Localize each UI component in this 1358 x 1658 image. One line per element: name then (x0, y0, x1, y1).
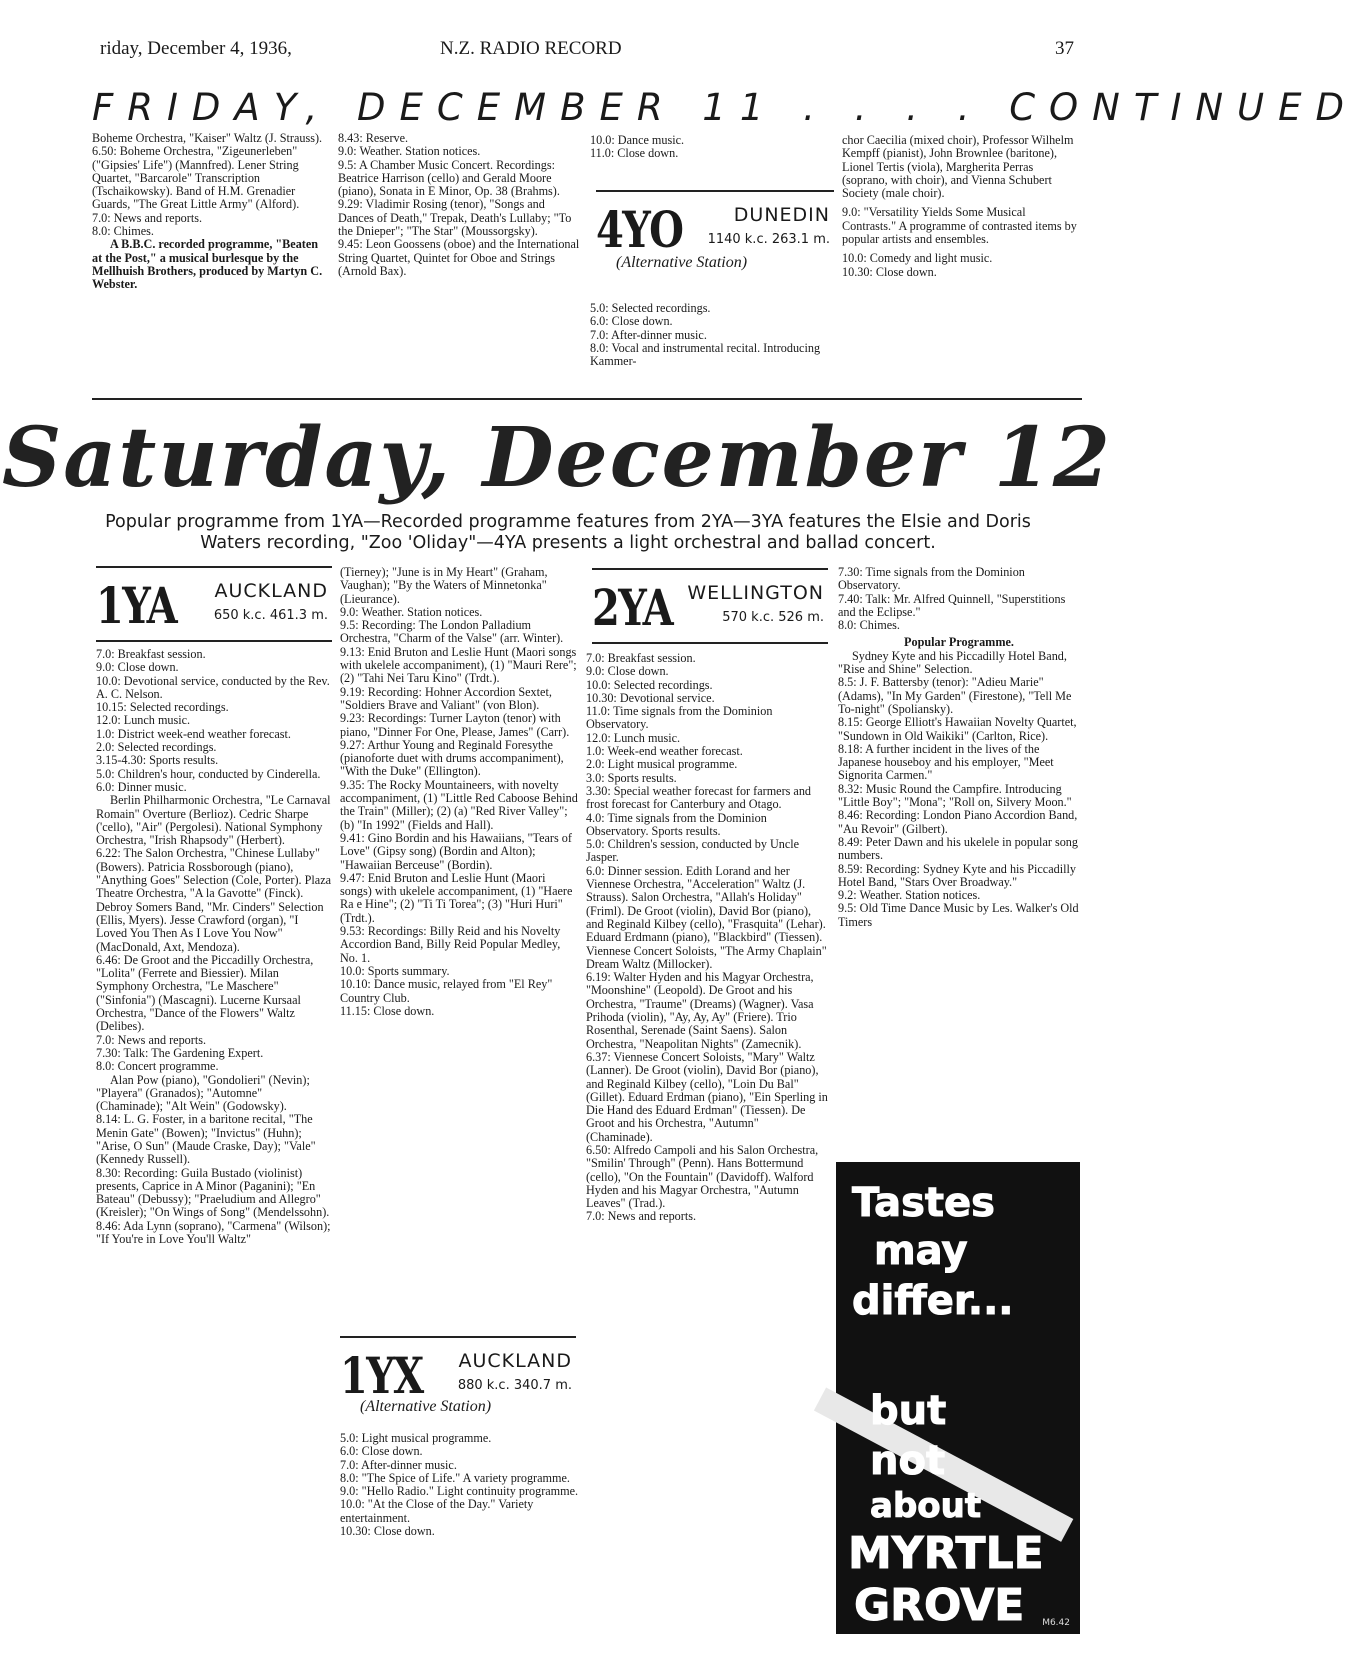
listing: 9.0: "Hello Radio." Light continuity programme. (340, 1484, 579, 1499)
friday-column-3-top (590, 134, 832, 174)
listing: 8.43: Reserve. (338, 131, 409, 145)
listing: chor Caecilia (mixed choir), Professor Wilhelm Kempff (pianist), John Brownlee (baritone), Lionel Tertis (viola), Margherita Perras (soprano, with choir), and Vienna Schubert Society (male choir). (842, 133, 1074, 201)
listing: 6.46: De Groot and the Piccadilly Orchestra, "Lolita" (Ferrete and Biessier). Milan Symphony Orchestra, "Le Maschere" ("Sinfonia") (Mascagni). Lucerne Kursaal Orchestra, "Dance of the Flowers" Waltz (Delibes). (96, 952, 314, 1034)
friday-column-3-bottom (590, 302, 832, 394)
divider (596, 190, 834, 192)
station-2ya (592, 574, 828, 644)
listing: 6.0: Close down. (340, 1444, 423, 1459)
divider (96, 640, 332, 642)
listing: 7.0: News and reports. (586, 1209, 697, 1224)
divider (340, 1336, 576, 1338)
saturday-column-1 (96, 648, 332, 1648)
listing: 9.5: A Chamber Music Concert. Recordings: Beatrice Harrison (cello) and Gerald Moore (piano), Sonata in E Minor, Op. 38 (Brahms). (338, 157, 560, 199)
saturday-column-3 (586, 652, 828, 1648)
listing: 6.0: Dinner music. (96, 779, 187, 794)
listing: 9.47: Enid Bruton and Leslie Hunt (Maori songs) with ukelele accompaniment, (1) "Haere Ra e Hine"; (2) "Ti Ti Torea"; (3) "Huri Huri" (Trdt.). (340, 870, 573, 925)
listing: 9.0: Close down. (586, 664, 669, 679)
station-1ya (96, 572, 332, 642)
listing: 8.0: Concert programme. (96, 1059, 219, 1074)
listing: 9.53: Recordings: Billy Reid and his Novelty Accordion Band, Billy Reid Popular Medley, No. 1. (340, 924, 561, 965)
station-frequency: 880 k.c. 340.7 m. (457, 1378, 572, 1393)
listing: 9.45: Leon Goossens (oboe) and the International String Quartet, Quintet for Oboe and Strings (Arnold Bax). (338, 237, 580, 278)
listing: 6.37: Viennese Concert Soloists, "Mary" Waltz (Lanner). De Groot (violin), David Bor (piano), and Reginald Kilbey (cello), "Loin Du Bal" (Gillet). Eduard Erdman (piano), "Ein Sperling in Die Hand des Eduard Erdman" (Tiessen). De Groot and his Orchestra, "Autumn" (Chaminade). (586, 1049, 828, 1144)
page-title: Saturday, December 12 (2, 410, 1112, 506)
listing: 10.10: Dance music, relayed from "El Rey" Country Club. (340, 977, 553, 1005)
listing: Boheme Orchestra, "Kaiser" Waltz (J. Strauss). (92, 131, 323, 145)
friday-column-2 (338, 132, 580, 394)
listing: 9.13: Enid Bruton and Leslie Hunt (Maori songs with ukelele accompaniment), (1) "Mauri Rere"; (2) "Tahi Nei Taru Kino" (Trdt.). (340, 644, 577, 686)
listing: 7.30: Talk: The Gardening Expert. (96, 1045, 264, 1060)
listing: 9.27: Arthur Young and Reginald Foresythe (pianoforte duet with drums accompaniment), "With the Duke" (Ellington). (340, 737, 564, 779)
listing: 8.18: A further incident in the lives of the Japanese houseboy and his employer, "Meet Signorita Carmen." (838, 741, 1054, 783)
listing: 10.30: Devotional service. (586, 690, 715, 705)
listing: 8.0: Chimes. (92, 224, 154, 239)
advert-line: about (870, 1486, 982, 1526)
listing: 9.19: Recording: Hohner Accordion Sextet, "Soldiers Brave and Valiant" (von Blon). (340, 684, 552, 712)
listing: 11.15: Close down. (340, 1003, 435, 1018)
listing: 9.35: The Rocky Mountaineers, with novelty accompaniment, (1) "Little Red Caboose Behind the Train" (Miller); (2) (a) "Red River Valley"; (b) "In 1992" (Fields and Hall). (340, 777, 578, 832)
listing: 8.32: Music Round the Campfire. Introducing "Little Boy"; "Mona"; "Roll on, Silvery Moon." (838, 781, 1072, 810)
listing: 7.0: After-dinner music. (590, 327, 707, 342)
listing: 10.0: Sports summary. (340, 963, 450, 978)
listing: 6.22: The Salon Orchestra, "Chinese Lullaby" (Bowers). Patricia Rossborough (piano), "Anything Goes" Selection (Cole, Porter). Plaza Theatre Orchestra, "A la Gavotte" (Finck). Debroy Somers Band, "Mr. Cinders" Selection (Ellis, Myers). Jesse Crawford (organ), "I Loved You Then As I Love You Now" (MacDonald, Axt, Mendoza). (96, 846, 332, 954)
listing: 6.19: Walter Hyden and his Magyar Orchestra, "Moonshine" (Leopold). De Groot and his Orchestra, "Traume" (Dreams) (Wagner). Vasa Prihoda (violin), "Ay, Ay, Ay" (Friere). Trio Rosenthal, Serenade (Saint Saens). Salon Orchestra, "Neapolitan Nights" (Zamecnik). (586, 970, 814, 1051)
listing: 4.0: Time signals from the Dominion Observatory. Sports results. (586, 810, 767, 838)
station-frequency: 650 k.c. 461.3 m. (213, 608, 328, 623)
listing: 12.0: Lunch music. (586, 730, 681, 745)
station-alternative-label: (Alternative Station) (616, 254, 748, 271)
listing: Sydney Kyte and his Piccadilly Hotel Band, "Rise and Shine" Selection. (838, 648, 1067, 677)
listing: 7.0: Breakfast session. (586, 651, 696, 665)
listing: 5.0: Children's hour, conducted by Cinderella. (96, 766, 321, 781)
listing: 10.0: Comedy and light music. (842, 251, 993, 266)
listing: 3.0: Sports results. (586, 770, 677, 785)
station-1yx (340, 1342, 576, 1415)
advert-code: M6.42 (1042, 1618, 1070, 1628)
divider (592, 642, 828, 644)
listing: 7.40: Talk: Mr. Alfred Quinnell, "Superstitions and the Eclipse." (838, 591, 1066, 619)
advert-line: differ... (852, 1278, 1014, 1324)
listing: 2.0: Selected recordings. (96, 740, 217, 755)
listing: 9.5: Recording: The London Palladium Orchestra, "Charm of the Valse" (arr. Winter). (340, 618, 564, 646)
station-city: AUCKLAND (214, 580, 328, 602)
page-number: 37 (1055, 38, 1074, 59)
listing: 1.0: Week-end weather forecast. (586, 744, 743, 759)
listing: 7.0: News and reports. (96, 1032, 207, 1047)
listing: 8.0: Vocal and instrumental recital. Introducing Kammer- (590, 340, 821, 369)
friday-continued-banner: FRIDAY, DECEMBER 11 . . . . CONTINUED (92, 86, 1358, 129)
listing: 6.50: Alfredo Campoli and his Salon Orchestra, "Smilin' Through" (Penn). Hans Bottermund (cello), "On the Fountain" (Davidoff). Walford Hyden and his Magyar Orchestra, "Autumn Leaves" (Trad.). (586, 1142, 819, 1211)
running-header (100, 38, 1074, 62)
listing: 3.30: Special weather forecast for farmers and frost forecast for Canterbury and Otago. (586, 783, 812, 812)
listing: 8.5: J. F. Battersby (tenor): "Adieu Marie" (Adams), "In My Garden" (Firestone), "Tell Me To-night" (Spoliansky). (838, 675, 1072, 716)
listing: 9.0: Close down. (96, 660, 179, 675)
brand-name-line2: GROVE (854, 1580, 1025, 1631)
listing: 10.0: Selected recordings. (586, 677, 713, 692)
station-city: AUCKLAND (458, 1350, 572, 1372)
station-frequency: 1140 k.c. 263.1 m. (707, 232, 830, 247)
advert-line: but (870, 1388, 947, 1434)
listing: 9.0: Weather. Station notices. (338, 144, 481, 159)
listing: 10.0: "At the Close of the Day." Variety entertainment. (340, 1497, 534, 1525)
station-city: WELLINGTON (687, 582, 824, 604)
listing: 7.0: Breakfast session. (96, 647, 206, 661)
listing-feature: A B.B.C. recorded programme, "Beaten at the Post," a musical burlesque by the Mellhuish Brothers, produced by Martyn C. Webster. (92, 237, 323, 292)
listing: 5.0: Selected recordings. (590, 301, 711, 315)
listing: 8.46: Ada Lynn (soprano), "Carmena" (Wilson); "If You're in Love You'll Waltz" (96, 1218, 331, 1247)
listing: 10.30: Close down. (842, 264, 937, 279)
programme-heading: Popular Programme. (904, 635, 1014, 650)
station-alternative-label: (Alternative Station) (360, 1398, 492, 1415)
saturday-column-4 (838, 566, 1080, 1148)
listing: 5.0: Light musical programme. (340, 1431, 492, 1445)
station-call-sign: 2YA (592, 578, 673, 637)
listing: 6.0: Close down. (590, 314, 673, 329)
friday-column-1 (92, 132, 330, 394)
listing: 9.2: Weather. Station notices. (838, 888, 981, 903)
listing: 8.0: Chimes. (838, 618, 900, 633)
issue-date: riday, December 4, 1936, (100, 38, 292, 59)
station-city: DUNEDIN (733, 204, 830, 226)
listing: 8.30: Recording: Guila Bustado (violinist) presents, Caprice in A Minor (Paganini); "En Bateau" (Debussy); "Praeludium and Allegro" (Kreisler); "On Wings of Song" (Mendelssohn). (96, 1165, 330, 1220)
listing: 7.30: Time signals from the Dominion Observatory. (838, 565, 1025, 593)
listing: 8.15: George Elliott's Hawaiian Novelty Quartet, "Sundown in Old Waikiki" (Carlton, Rice). (838, 715, 1077, 743)
listing: 5.0: Children's session, conducted by Uncle Jasper. (586, 837, 800, 865)
myrtle-grove-advert (836, 1162, 1080, 1634)
listing: 9.0: Weather. Station notices. (340, 604, 483, 619)
station-frequency: 570 k.c. 526 m. (722, 610, 824, 625)
saturday-column-2 (340, 566, 580, 1316)
advert-line: may (874, 1228, 968, 1274)
advert-line: not (870, 1438, 946, 1484)
listing: 8.14: L. G. Foster, in a baritone recital, "The Menin Gate" (Bowen); "Invictus" (Huhn); "Arise, O Sun" (Maude Craske, Day); "Vale" (Kennedy Russell). (96, 1112, 316, 1167)
listing: 11.0: Close down. (590, 146, 679, 161)
listing: 8.59: Recording: Sydney Kyte and his Piccadilly Hotel Band, "Stars Over Broadway." (838, 861, 1076, 889)
station-4yo (596, 196, 834, 271)
saturday-column-2-bottom (340, 1432, 580, 1622)
listing: 8.0: "The Spice of Life." A variety programme. (340, 1470, 570, 1485)
listing: 9.23: Recordings: Turner Layton (tenor) with piano, "Dinner For One, Please, James" (Carr). (340, 711, 570, 739)
listing: 12.0: Lunch music. (96, 713, 191, 728)
section-divider (92, 398, 1082, 400)
listing: 11.0: Time signals from the Dominion Observatory. (586, 704, 773, 732)
divider (96, 566, 332, 568)
listing: 1.0: District week-end weather forecast. (96, 726, 291, 741)
day-summary: Popular programme from 1YA—Recorded programme features from 2YA—3YA features the Elsie and Doris Waters recording, "Zoo 'Oliday"—4YA presents a light orchestral and ballad concert. (105, 512, 1031, 553)
listing: (Tierney); "June is in My Heart" (Graham, Vaughan); "By the Waters of Minnetonka" (Lieurance). (340, 565, 548, 606)
station-call-sign: 1YA (96, 576, 177, 635)
listing: 10.0: Devotional service, conducted by the Rev. A. C. Nelson. (96, 673, 330, 701)
listing: 10.15: Selected recordings. (96, 700, 229, 715)
divider (592, 568, 828, 570)
listing: 9.5: Old Time Dance Music by Les. Walker's Old Timers (838, 901, 1079, 929)
station-call-sign: 1YX (340, 1346, 423, 1405)
brand-name-line1: MYRTLE (848, 1528, 1044, 1579)
listing: 8.49: Peter Dawn and his ukelele in popular song numbers. (838, 834, 1078, 863)
listing: Berlin Philharmonic Orchestra, "Le Carnaval Romain" Overture (Berlioz). Cedric Sharpe ('cello), "Air" (Pergolesi). National Symphony Orchestra, "Irish Rhapsody" (Herbert). (96, 793, 331, 848)
listing: Alan Pow (piano), "Gondolieri" (Nevin); "Playera" (Granados); "Automne" (Chaminade); "Alt Wein" (Godowsky). (96, 1072, 310, 1114)
publication-name: N.Z. RADIO RECORD (440, 38, 622, 59)
listing: 10.0: Dance music. (590, 133, 685, 147)
listing: 9.41: Gino Bordin and his Hawaiians, "Tears of Love" (Gipsy song) (Bordin and Alton); "Hawaiian Berceuse" (Bordin). (340, 830, 572, 872)
listing: 2.0: Light musical programme. (586, 757, 738, 772)
listing: 9.29: Vladimir Rosing (tenor), "Songs and Dances of Death," Trepak, Death's Lullaby; "To the Dnieper"; "The Star" (Moussorgsky). (338, 197, 572, 239)
listing: 8.46: Recording: London Piano Accordion Band, "Au Revoir" (Gilbert). (838, 808, 1078, 836)
listing: 6.0: Dinner session. Edith Lorand and her Viennese Orchestra, "Acceleration" Waltz (J. Strauss). Salon Orchestra, "Allah's Holiday" (Friml). De Groot (violin), David Bor (piano), and Reginald Kilbey (cello), "Frasquita" (Lehar). Eduard Erdmann (piano), "Blackbird" (Tiessen). Viennese Concert Soloists, "The Army Chaplain" Dream Waltz (Millocker). (586, 863, 827, 971)
listing: 6.50: Boheme Orchestra, "Zigeunerleben" ("Gipsies' Life") (Mannfred). Lener String Quartet, "Barcarole" Transcription (Tschaikowsky). Band of H.M. Grenadier Guards, "The Great Little Army" (Alford). (92, 144, 300, 212)
listing: 3.15-4.30: Sports results. (96, 753, 219, 768)
station-call-sign: 4YO (596, 200, 683, 259)
listing: 10.30: Close down. (340, 1524, 435, 1539)
listing: 7.0: News and reports. (92, 210, 203, 225)
advert-line: Tastes (852, 1180, 995, 1226)
listing: 9.0: "Versatility Yields Some Musical Contrasts." A programme of contrasted items by popular artists and ensembles. (842, 205, 1077, 247)
listing: 7.0: After-dinner music. (340, 1457, 457, 1472)
friday-column-4 (842, 134, 1080, 394)
